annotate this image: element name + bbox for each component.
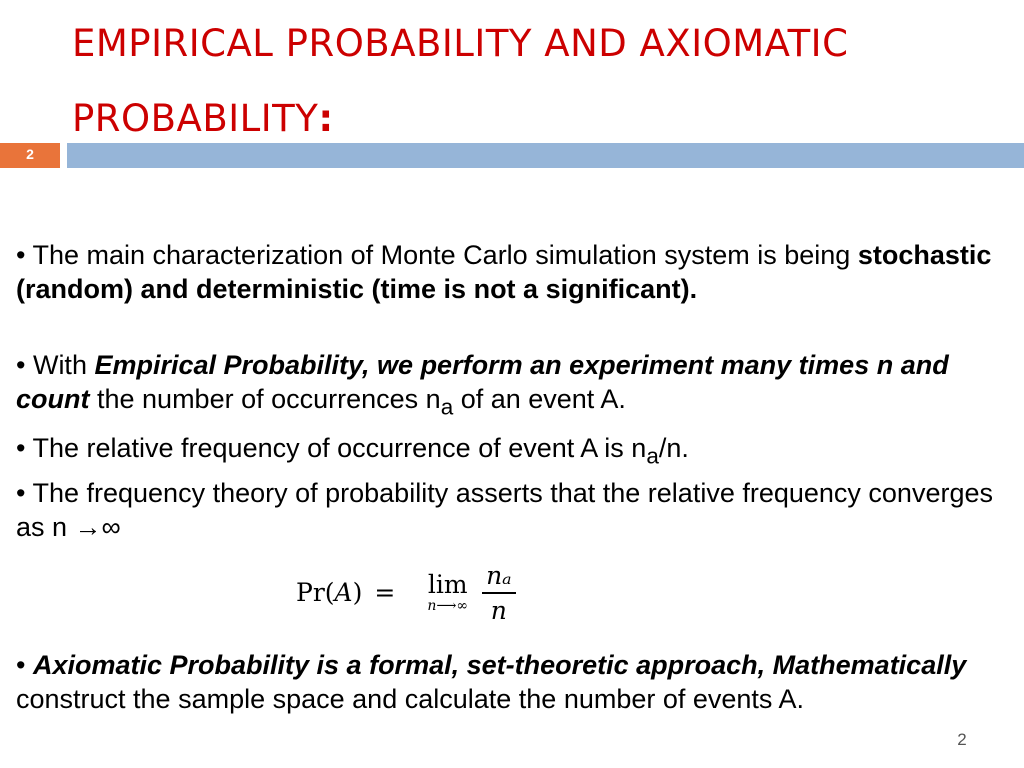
bullet-icon: •	[16, 649, 26, 680]
slide-title-line1: EMPIRICAL PROBABILITY AND AXIOMATIC	[72, 22, 849, 65]
bullet-monte-carlo	[16, 238, 1006, 306]
bullet-axiomatic-probability	[16, 648, 1006, 716]
bullet-relative-frequency	[16, 431, 1006, 473]
formula-close-paren: )	[352, 578, 363, 608]
formula-limit	[427, 572, 468, 613]
bullet-bold-italic-text: Axiomatic Probability is a formal, set-theoretic approach, Mathematically	[32, 649, 967, 680]
bullet-icon: •	[16, 240, 26, 270]
formula-denominator: n	[490, 595, 507, 625]
formula-set-a: A	[334, 578, 353, 608]
slide-body	[16, 238, 1006, 716]
formula-pr: Pr(	[296, 578, 335, 608]
slide-title	[72, 6, 972, 156]
slide-title-colon: :	[318, 97, 334, 140]
bullet-text-tail: /n.	[658, 433, 689, 464]
bullet-frequency-theory	[16, 476, 1006, 544]
bullet-text: The frequency theory of probability asserts that the relative frequency converges as n →∞	[16, 477, 993, 542]
bullet-bold-text: stochastic (random) and deterministic (time is not a significant).	[16, 240, 992, 304]
header-page-badge: 2	[0, 143, 60, 168]
formula-numerator: nₐ	[482, 561, 516, 594]
subscript-a: a	[440, 394, 454, 420]
bullet-text: the number of occurrences n	[89, 384, 441, 414]
limit-formula	[296, 558, 1006, 628]
formula-fraction	[482, 561, 516, 625]
bullet-text-tail: of an event A.	[453, 384, 626, 414]
bullet-text: The relative frequency of occurrence of event A is n	[25, 433, 647, 464]
formula-lim-subscript: n⟶∞	[427, 598, 469, 615]
bullet-icon: •	[16, 477, 26, 508]
slide-title-line2-text: PROBABILITY	[72, 97, 319, 140]
subscript-a: a	[646, 443, 659, 469]
bullet-text: The main characterization of Monte Carlo simulation system is being	[25, 240, 858, 270]
bullet-empirical-probability	[16, 348, 1006, 424]
bullet-icon: •	[16, 350, 26, 380]
bullet-lead: With	[25, 350, 95, 380]
formula-equals: =	[374, 578, 396, 608]
bullet-bold-italic-text: Empirical Probability, we perform an experiment many times n and count	[16, 350, 949, 414]
header-rule-bar	[67, 143, 1024, 168]
bullet-icon: •	[16, 433, 26, 464]
formula-lim-text: lim	[427, 570, 468, 600]
slide-number: 2	[957, 730, 967, 749]
bullet-text: construct the sample space and calculate the number of events A.	[16, 683, 804, 714]
